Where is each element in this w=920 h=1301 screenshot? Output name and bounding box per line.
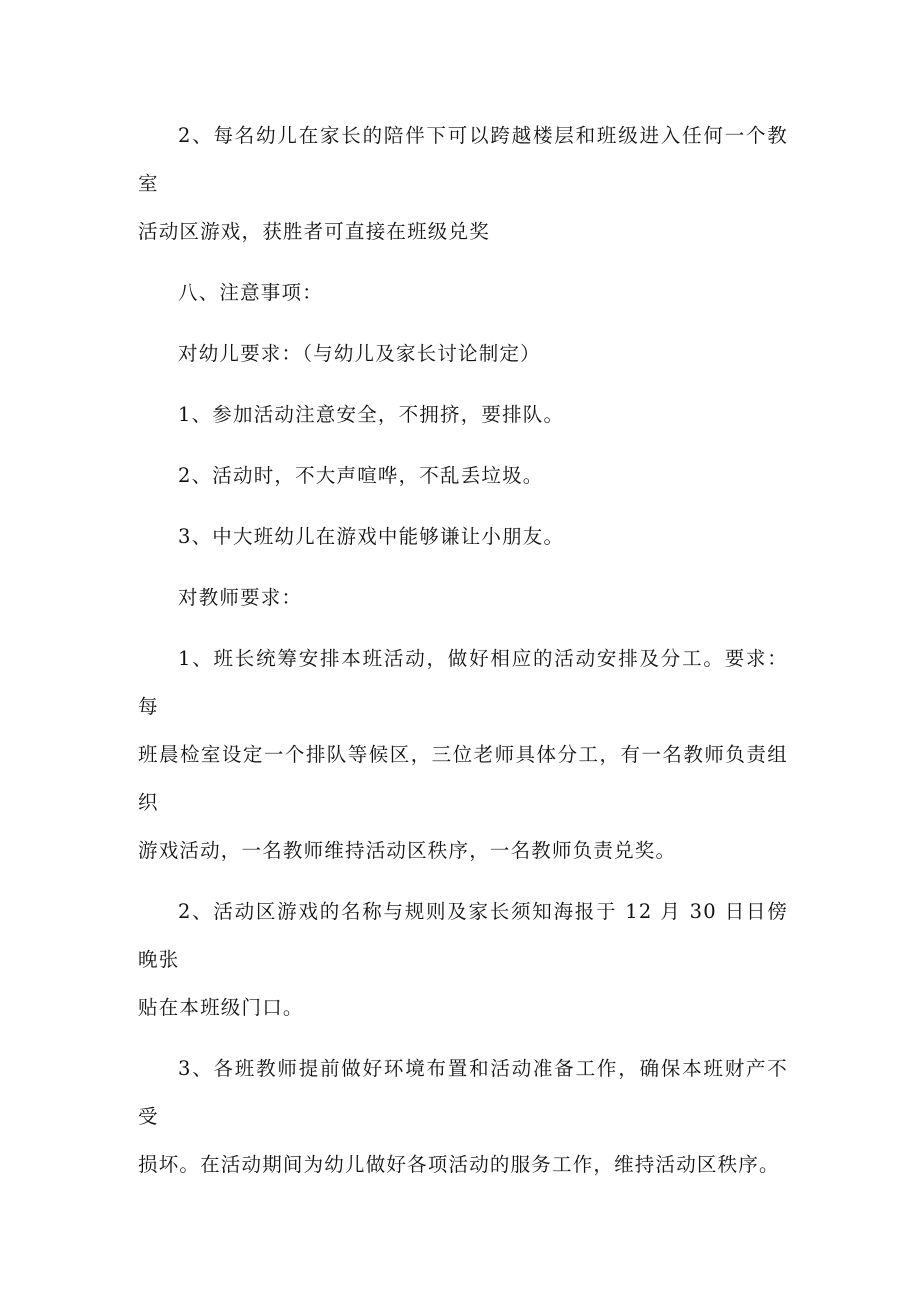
paragraph-line: 对教师要求： [178,586,303,609]
document-body [138,112,788,1202]
teacher-requirement-2 [138,888,788,1032]
section-heading-notes [138,269,788,317]
teacher-requirement-1 [138,635,788,875]
subheading-child-requirements [138,330,788,378]
paragraph-line: 对幼儿要求：（与幼儿及家长讨论制定） [178,342,541,365]
paragraph-rule-2 [138,112,788,256]
paragraph-line: 损坏。在活动期间为幼儿做好各项活动的服务工作，维持活动区秩序。 [138,1153,780,1176]
paragraph-line: 3、中大班幼儿在游戏中能够谦让小朋友。 [178,525,565,548]
paragraph-line: 2、活动区游戏的名称与规则及家长须知海报于 12 月 30 日日傍晚张 [138,900,788,971]
teacher-requirement-3 [138,1045,788,1189]
child-requirement-1 [138,391,788,439]
paragraph-line: 2、每名幼儿在家长的陪伴下可以跨越楼层和班级进入任何一个教室 [138,124,788,195]
child-requirement-2 [138,452,788,500]
paragraph-line: 1、班长统筹安排本班活动，做好相应的活动安排及分工。要求：每 [138,647,788,718]
child-requirement-3 [138,513,788,561]
subheading-teacher-requirements [138,574,788,622]
paragraph-line: 活动区游戏，获胜者可直接在班级兑奖 [138,220,490,243]
paragraph-line: 游戏活动，一名教师维持活动区秩序，一名教师负责兑奖。 [138,839,677,862]
paragraph-line: 3、各班教师提前做好环境布置和活动准备工作，确保本班财产不受 [138,1057,788,1128]
paragraph-line: 1、参加活动注意安全，不拥挤，要排队。 [178,403,565,426]
paragraph-line: 班晨检室设定一个排队等候区，三位老师具体分工，有一名教师负责组织 [138,743,788,814]
paragraph-line: 2、活动时，不大声喧哗，不乱丢垃圾。 [178,464,544,487]
paragraph-line: 八、注意事项： [178,281,323,304]
paragraph-line: 贴在本班级门口。 [138,996,304,1019]
